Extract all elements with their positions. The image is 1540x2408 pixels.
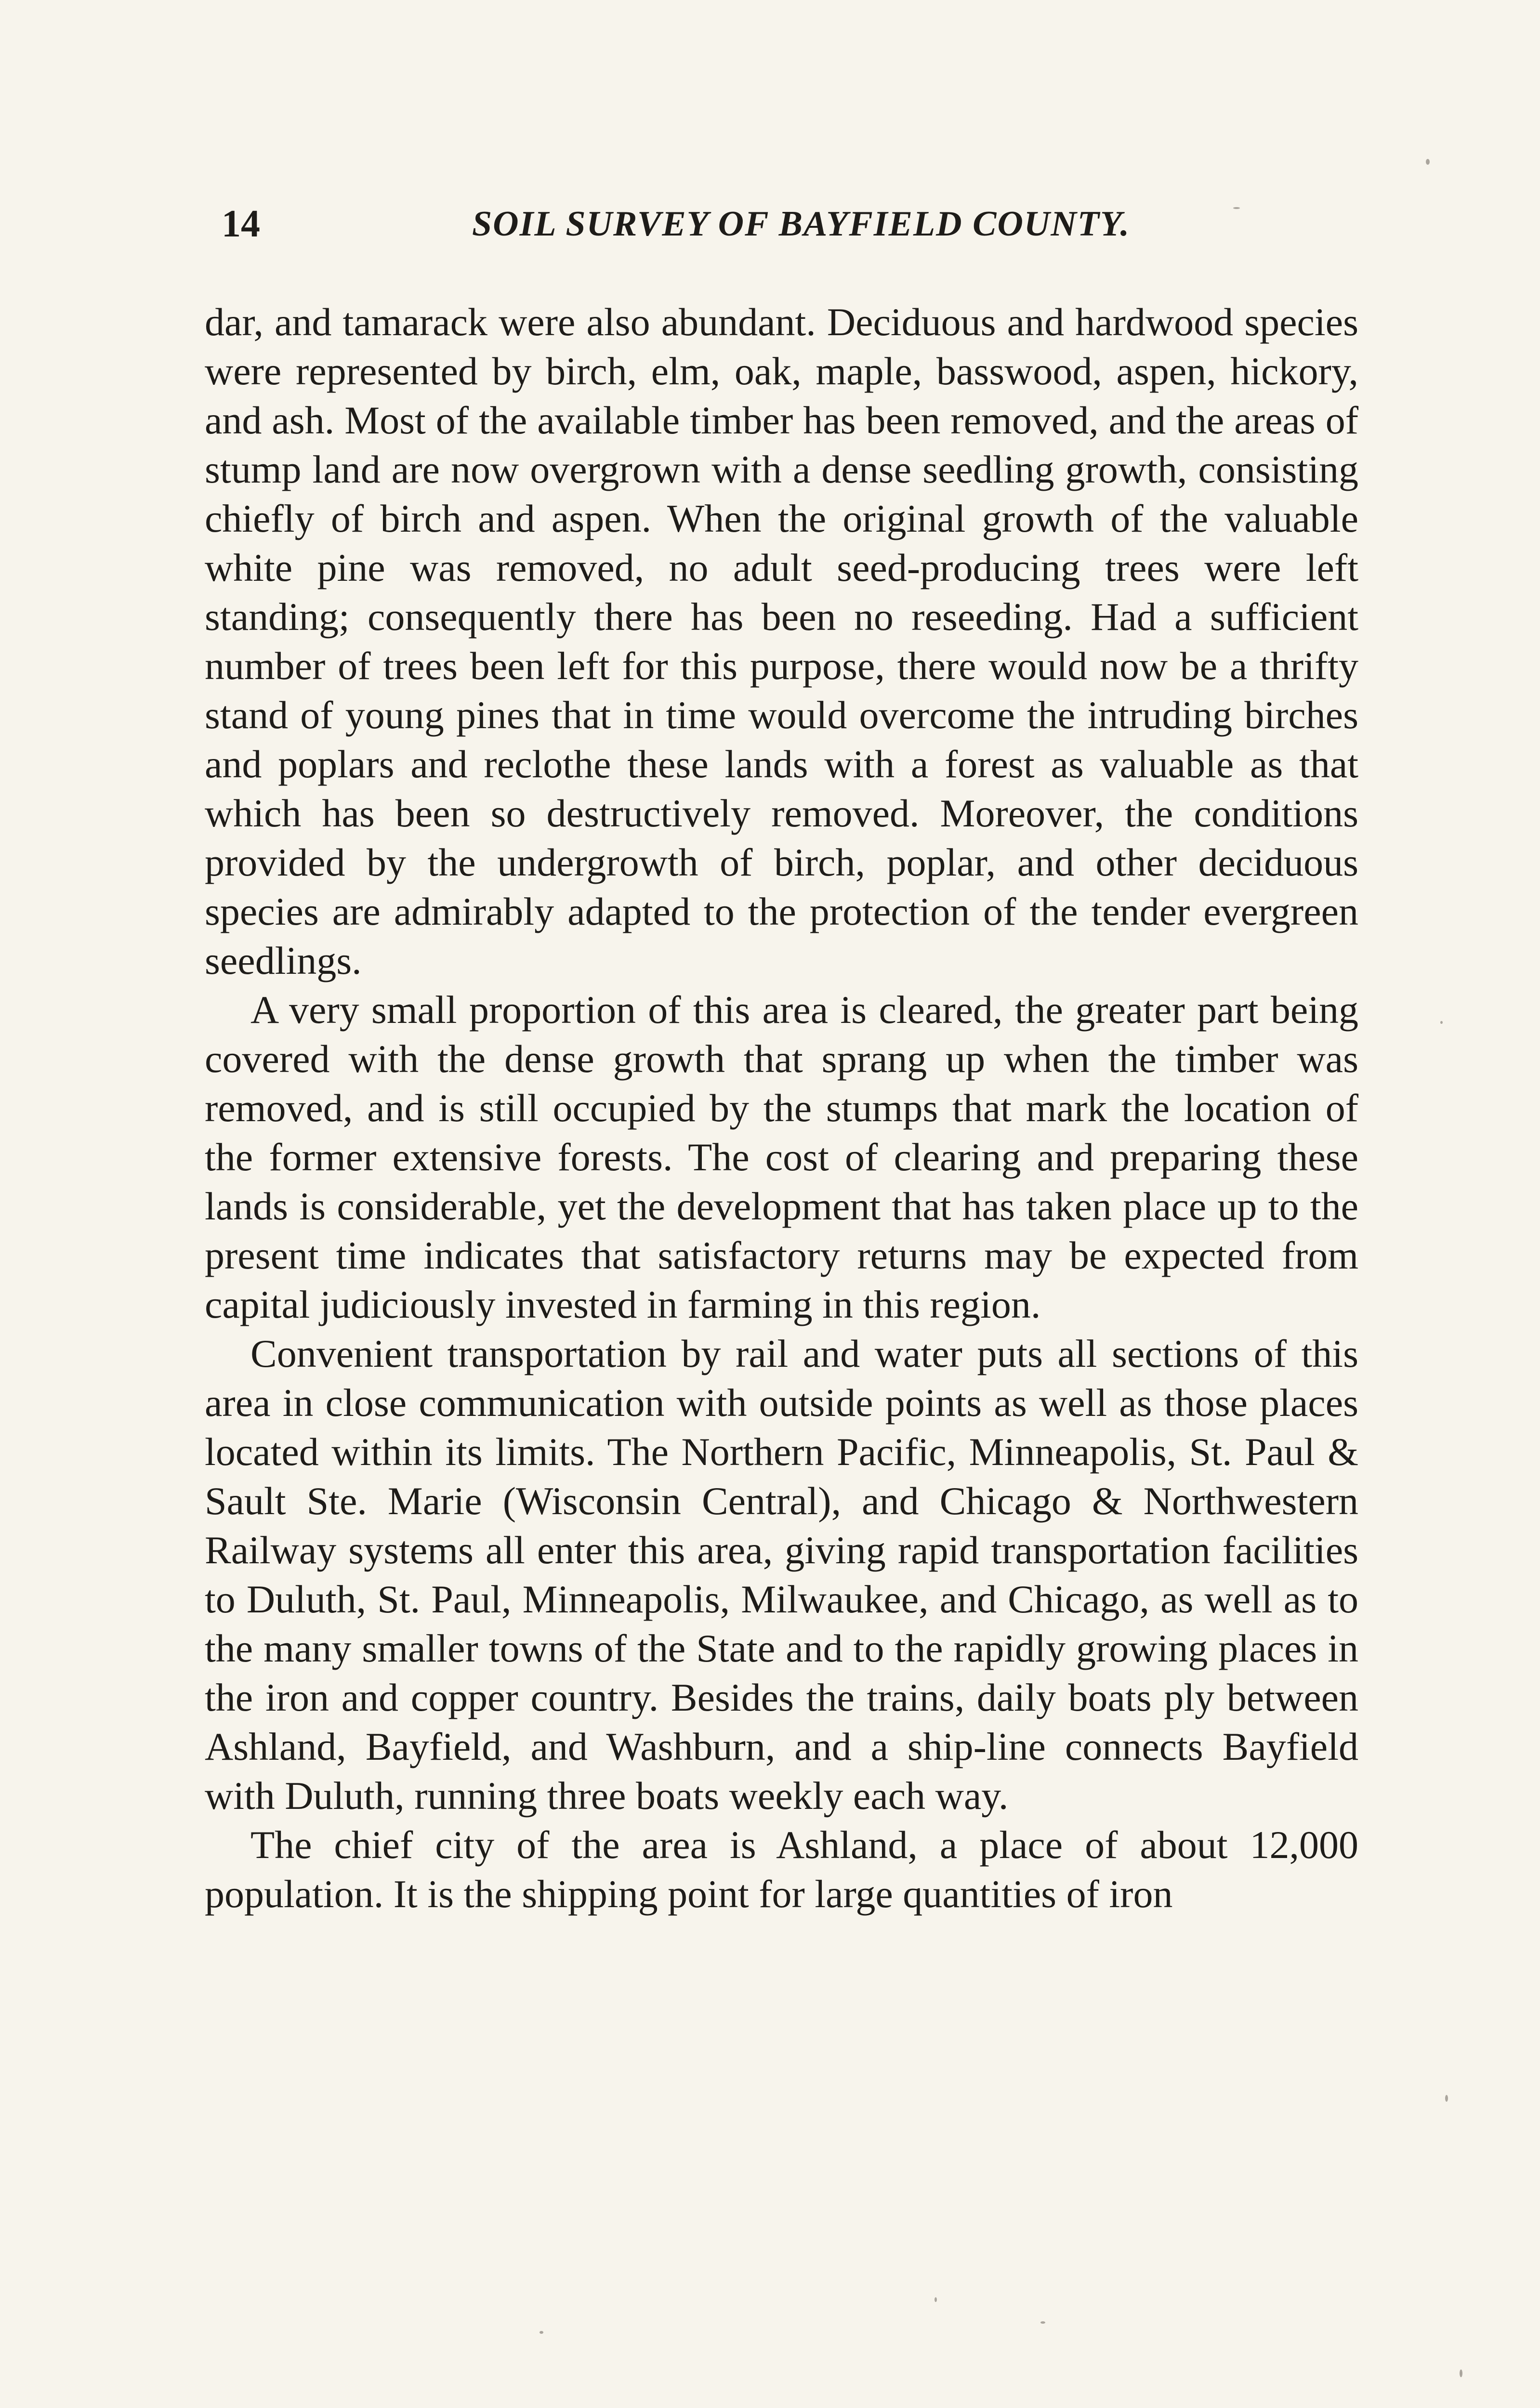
- scan-speck: [1460, 2369, 1462, 2377]
- paragraph-transportation: Convenient transportation by rail and water puts all sections of this area in close communication with outside points as well as those places located within its limits. The Northern Pacific, Minneapolis, St. Paul & Sault Ste. Marie (Wisconsin Central), and Chicago & Northwestern Railway systems all enter this area, giving rapid transportation facilities to Duluth, St. Paul, Minneapolis, Milwaukee, and Chicago, as well as to the many smaller towns of the State and to the rapidly growing places in the iron and copper country. Besides the trains, daily boats ply between Ashland, Bayfield, and Washburn, and a ship-line connects Bayfield with Duluth, running three boats weekly each way.: [205, 1332, 1358, 1818]
- page-number: 14: [222, 203, 260, 245]
- body-text: [205, 298, 1358, 1919]
- scan-speck: [1040, 2321, 1045, 2324]
- paragraph-ashland: The chief city of the area is Ashland, a place of about 12,000 population. It is the shipping point for large quantities of iron: [205, 1823, 1358, 1916]
- paragraph-continued: dar, and tamarack were also abundant. Deciduous and hardwood species were represented by birch, elm, oak, maple, basswood, aspen, hickory, and ash. Most of the available timber has been removed, and the areas of stump land are now overgrown with a dense seedling growth, consisting chiefly of birch and aspen. When the original growth of the valuable white pine was removed, no adult seed-producing trees were left standing; consequently there has been no reseeding. Had a sufficient number of trees been left for this purpose, there would now be a thrifty stand of young pines that in time would overcome the intruding birches and poplars and reclothe these lands with a forest as valuable as that which has been so destructively removed. Moreover, the conditions provided by the undergrowth of birch, poplar, and other deciduous species are admirably adapted to the protection of the tender evergreen seedlings.: [205, 300, 1358, 982]
- scan-speck: [1440, 1021, 1443, 1024]
- page-header: [222, 193, 1407, 255]
- scan-speck: [1445, 2095, 1448, 2102]
- scan-speck: [540, 2331, 543, 2334]
- paragraph-clearing: A very small proportion of this area is cleared, the greater part being covered with the dense growth that sprang up when the timber was removed, and is still occupied by the stumps that mark the location of the former extensive forests. The cost of clearing and preparing these lands is considerable, yet the development that has taken place up to the present time indicates that satisfactory returns may be expected from capital judiciously invested in farming in this region.: [205, 988, 1358, 1326]
- scan-speck: [1426, 159, 1430, 165]
- running-title: SOIL SURVEY OF BAYFIELD COUNTY.: [472, 204, 1131, 244]
- scan-speck: [1233, 207, 1240, 209]
- scan-speck: [935, 2297, 937, 2302]
